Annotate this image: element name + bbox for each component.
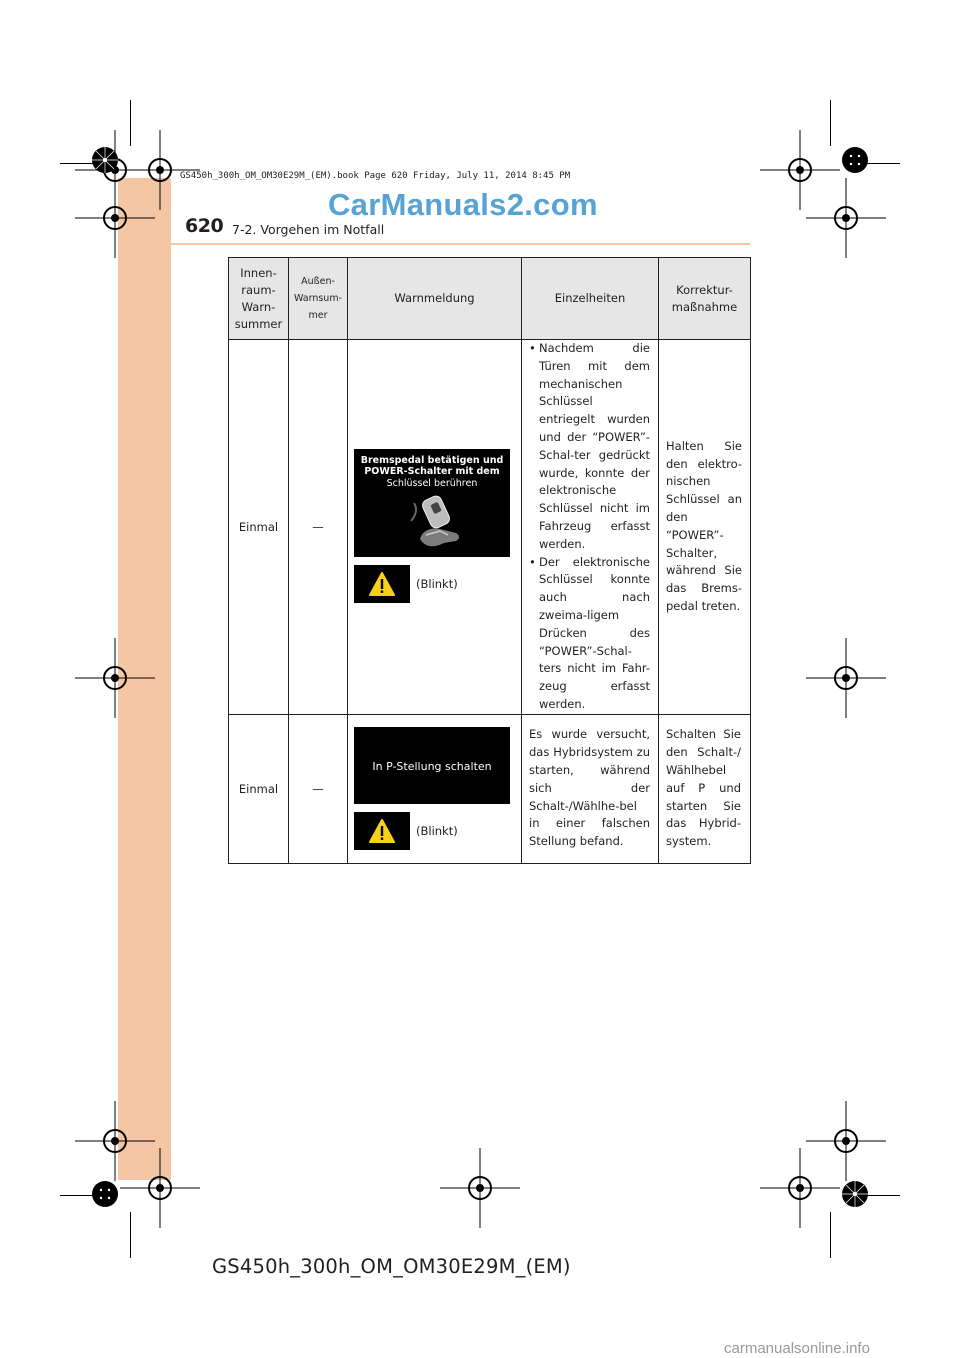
starburst-mark-icon (841, 1180, 869, 1208)
starburst-mark-icon (91, 146, 119, 174)
crop-line (130, 1212, 131, 1258)
list-item: • Nachdem die Türen mit dem mechanischen Schlüssel entriegelt wurden und der “POWER”-Schal-ter gedrückt wurde, konnte der elektronische Schlüssel nicht im Fahrzeug erfasst werden. (529, 340, 650, 554)
registration-mark-icon (75, 638, 155, 718)
action-text: Halten Sie den elektro-nischen Schlüssel an den “POWER”-Schalter, während Sie das Brems-pedal treten. (666, 438, 742, 614)
list-item: • Der elektronische Schlüssel konnte auch nach zweima-ligem Drücken des “POWER”-Schal-ters nicht im Fahr-zeug erfasst werden. (529, 554, 650, 714)
book-info-line: GS450h_300h_OM_OM30E29M_(EM).book Page 620 Friday, July 11, 2014 8:45 PM (180, 171, 571, 181)
warning-indicator (354, 812, 410, 850)
blink-label: (Blinkt) (416, 576, 458, 591)
crop-line (130, 100, 131, 146)
crop-line (830, 100, 831, 146)
header-action-label: Korrektur- maßnahme (671, 282, 738, 314)
multi-info-display (354, 727, 510, 804)
header-interior-label: Innen- raum- Warn- summer (234, 265, 283, 331)
cell-exterior-buzzer: — (289, 340, 348, 715)
cell-corrective-action (659, 714, 751, 863)
cell-details (522, 340, 659, 715)
registration-mark-icon (806, 638, 886, 718)
table-row (229, 714, 751, 863)
details-text: Es wurde versucht, das Hybridsystem zu starten, während sich der Schalt-/Wählhe-bel in einer falschen Stellung befand. (529, 727, 650, 849)
starburst-mark-icon (841, 146, 869, 174)
cell-details (522, 714, 659, 863)
crop-line (860, 1195, 900, 1196)
hand-key-icon (406, 491, 466, 553)
cell-warning-message (348, 340, 522, 715)
crop-line (860, 163, 900, 164)
starburst-mark-icon (91, 1180, 119, 1208)
blink-label: (Blinkt) (416, 824, 458, 839)
registration-mark-icon (760, 1148, 840, 1228)
table-header-row (229, 258, 751, 340)
header-message-label: Warnmeldung (394, 291, 475, 305)
action-text: Schalten Sie den Schalt-/ Wählhebel auf P und starten Sie das Hybrid-system. (666, 727, 741, 849)
display-line: In P-Stellung schalten (372, 760, 492, 774)
page-number: 620 (185, 215, 224, 237)
display-line: Bremspedal betätigen und (360, 454, 504, 466)
cell-exterior-buzzer: — (289, 714, 348, 863)
table-row (229, 340, 751, 715)
header-exterior-label: Außen- Warnsum- mer (293, 276, 343, 321)
registration-mark-icon (440, 1148, 520, 1228)
display-message (354, 455, 510, 490)
warning-indicator-row (354, 812, 521, 850)
warning-indicator (354, 565, 410, 603)
header-exterior-buzzer (289, 258, 348, 340)
crop-line (60, 1195, 100, 1196)
cell-interior-buzzer: Einmal (229, 340, 289, 715)
header-corrective-action (659, 258, 751, 340)
watermark-bottom: carmanualsonline.info (724, 1340, 870, 1357)
header-rule (118, 243, 750, 245)
cell-warning-message (348, 714, 522, 863)
cell-corrective-action (659, 340, 751, 715)
warning-triangle-icon (369, 572, 395, 596)
warning-triangle-icon (369, 819, 395, 843)
cell-interior-buzzer: Einmal (229, 714, 289, 863)
registration-mark-icon (120, 1148, 200, 1228)
registration-mark-icon (75, 178, 155, 258)
warning-indicator-row (354, 565, 521, 603)
watermark-top: CarManuals2.com (328, 187, 598, 222)
header-interior-buzzer (229, 258, 289, 340)
header-warning-message (348, 258, 522, 340)
section-title: 7-2. Vorgehen im Notfall (232, 222, 385, 237)
multi-info-display (354, 449, 510, 557)
display-line: Schlüssel berühren (386, 477, 478, 489)
crop-line (60, 163, 100, 164)
footer-document-code: GS450h_300h_OM_OM30E29M_(EM) (212, 1255, 571, 1278)
details-list (522, 340, 658, 714)
registration-mark-icon (806, 178, 886, 258)
warning-table (228, 257, 751, 864)
display-line: POWER-Schalter mit dem (364, 466, 500, 478)
header-details-label: Einzelheiten (554, 291, 626, 305)
header-details (522, 258, 659, 340)
crop-line (830, 1212, 831, 1258)
